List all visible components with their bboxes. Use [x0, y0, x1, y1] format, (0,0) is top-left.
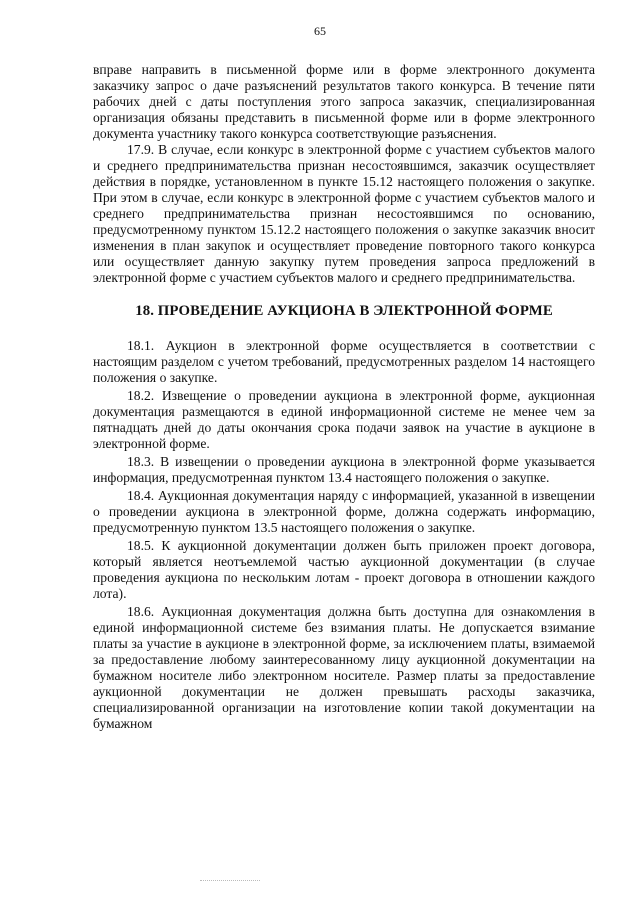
page-number: 65: [314, 24, 326, 38]
paragraph-18-6: 18.6. Аукционная документация должна быть доступна для ознакомления в единой информационной системе без взимания платы. Не допускается взимание платы за участие в аукционе в электронной форме, за исключением платы, взимаемой за предоставление любому заинтересованному лицу аукционной документации на бумажном носителе либо электронном носителе. Размер платы за предоставление аукционной документации не должен превышать расходы заказчика, специализированной организации на изготовление копии такой документации на бумажном: [93, 604, 595, 731]
paragraph-18-3: 18.3. В извещении о проведении аукциона в электронной форме указывается информация, предусмотренная пунктом 13.4 настоящего положения о закупке.: [93, 454, 595, 485]
section-heading-18: 18. ПРОВЕДЕНИЕ АУКЦИОНА В ЭЛЕКТРОННОЙ ФОРМЕ: [135, 303, 553, 319]
paragraph-18-1: 18.1. Аукцион в электронной форме осуществляется в соответствии с настоящим разделом с учетом требований, предусмотренных разделом 14 настоящего положения о закупке.: [93, 338, 595, 385]
paragraph-18-2: 18.2. Извещение о проведении аукциона в электронной форме, аукционная документация размещаются в единой информационной системе не менее чем за пятнадцать дней до даты окончания срока подачи заявок на участие в аукционе в электронной форме.: [93, 388, 595, 451]
paragraph-18-4: 18.4. Аукционная документация наряду с информацией, указанной в извещении о проведении аукциона в электронной форме, должна содержать информацию, предусмотренную пунктом 13.5 настоящего положения о закупке.: [93, 488, 595, 535]
paragraph-18-5: 18.5. К аукционной документации должен быть приложен проект договора, который является неотъемлемой частью аукционной документации (в случае проведения аукциона по нескольким лотам - проект договора в отношении каждого лота).: [93, 538, 595, 601]
document-body: [93, 62, 595, 734]
section-18-body: [93, 338, 595, 732]
scan-mark: [200, 880, 260, 882]
paragraph-continuation: вправе направить в письменной форме или в форме электронного документа заказчику запрос о даче разъяснений результатов такого конкурса. В течение пяти рабочих дней с даты поступления этого запроса заказчик, специализированная организация обязаны представить в письменной форме или в форме электронного документа участнику такого конкурса соответствующие разъяснения.: [93, 62, 595, 141]
paragraph-17-9: 17.9. В случае, если конкурс в электронной форме с участием субъектов малого и среднего предпринимательства признан несостоявшимся, заказчик осуществляет действия в порядке, установленном в пункте 15.12 настоящего положения о закупке. При этом в случае, если конкурс в электронной форме с участием субъектов малого и среднего предпринимательства признан несостоявшимся по основанию, предусмотренному пунктом 15.12.2 настоящего положения о закупке заказчик вносит изменения в план закупок и осуществляет проведение повторного такого конкурса или осуществляет данную закупку путем проведения запроса предложений в электронной форме с участием субъектов малого и среднего предпринимательства.: [93, 142, 595, 285]
